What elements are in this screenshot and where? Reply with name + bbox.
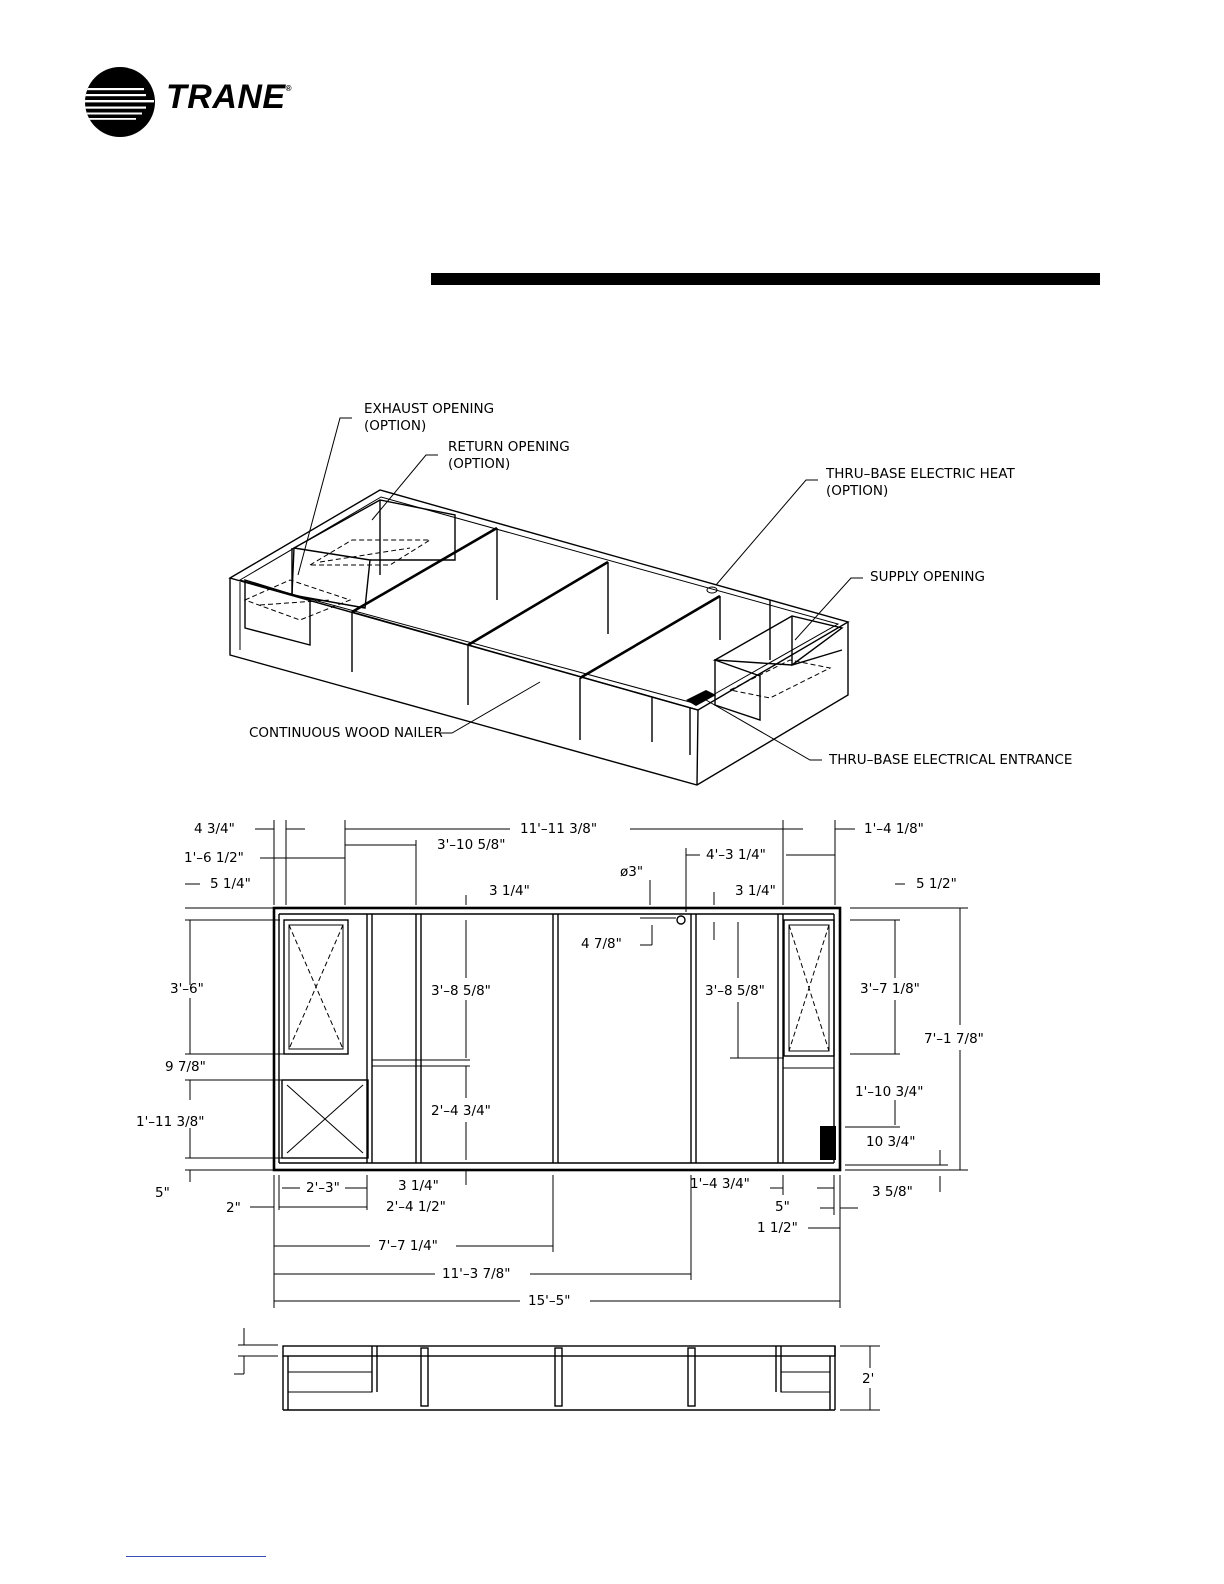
footer-rule [126, 1556, 266, 1557]
thru-heat-label-2: (OPTION) [826, 483, 889, 499]
dim-label: 5" [775, 1199, 790, 1215]
dim-label: 9 7/8" [165, 1059, 206, 1075]
dim-label: 3'–10 5/8" [437, 837, 506, 853]
dim-label: 5 1/2" [916, 876, 957, 892]
thru-heat-label-1: THRU–BASE ELECTRIC HEAT [826, 466, 1015, 482]
return-label-1: RETURN OPENING [448, 439, 570, 455]
dim-label: 1'–4 1/8" [864, 821, 924, 837]
dim-label: 11'–11 3/8" [520, 821, 598, 837]
dim-label: 1'–10 3/4" [855, 1084, 924, 1100]
dim-label: 4'–3 1/4" [706, 847, 766, 863]
supply-label: SUPPLY OPENING [870, 569, 985, 585]
dim-label: 2'–4 3/4" [431, 1103, 491, 1119]
entrance-label: THRU–BASE ELECTRICAL ENTRANCE [829, 752, 1073, 768]
plan-frame [274, 908, 840, 1170]
dim-label: 2" [226, 1200, 241, 1216]
dim-label: 3 1/4" [398, 1178, 439, 1194]
dim-label: 10 3/4" [866, 1134, 916, 1150]
dim-label: 15'–5" [528, 1293, 571, 1309]
dim-label: 3'–7 1/8" [860, 981, 920, 997]
dim-label: 4 3/4" [194, 821, 235, 837]
nailer-label: CONTINUOUS WOOD NAILER [249, 725, 443, 741]
dim-label: 3 5/8" [872, 1184, 913, 1200]
dim-label: 7'–7 1/4" [378, 1238, 438, 1254]
dim-label: 2'–3" [306, 1180, 340, 1196]
dim-label: 1 1/2" [757, 1220, 798, 1236]
dim-label: 3'–6" [170, 981, 204, 997]
brand-wordmark: TRANE® [166, 78, 293, 116]
return-label-2: (OPTION) [448, 456, 511, 472]
dim-label: 3 1/4" [489, 883, 530, 899]
exhaust-label-2: (OPTION) [364, 418, 427, 434]
dim-label: 7'–1 7/8" [924, 1031, 984, 1047]
dim-label: 1'–11 3/8" [136, 1114, 205, 1130]
dim-label: 4 7/8" [581, 936, 622, 952]
plan-dimension-lines [185, 820, 968, 1308]
dim-label: 5" [155, 1185, 170, 1201]
dim-label: 1'–6 1/2" [184, 850, 244, 866]
dim-label: ø3" [620, 864, 644, 880]
dim-label: 1'–4 3/4" [690, 1176, 750, 1192]
dim-label: 3'–8 5/8" [705, 983, 765, 999]
dim-label: 3 1/4" [735, 883, 776, 899]
plan-dimension-text [136, 821, 984, 1309]
height-dim-label: 2' [862, 1371, 875, 1387]
dim-label: 11'–3 7/8" [442, 1266, 511, 1282]
side-elevation [234, 1328, 880, 1410]
dim-label: 3'–8 5/8" [431, 983, 491, 999]
dim-label: 5 1/4" [210, 876, 251, 892]
exhaust-label-1: EXHAUST OPENING [364, 401, 495, 417]
dim-label: 2'–4 1/2" [386, 1199, 446, 1215]
